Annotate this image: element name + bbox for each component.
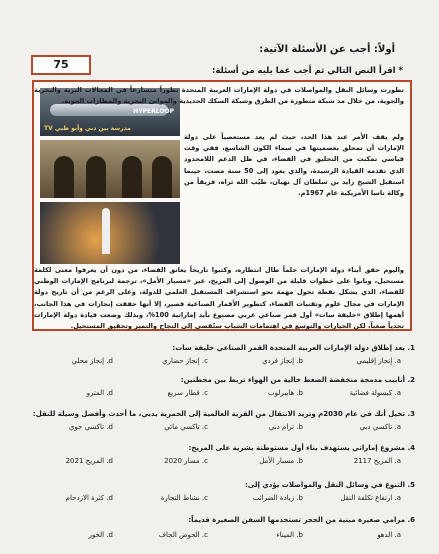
passage-paragraph-1: تطورت وسائل النقل والمواصلات في دولة الإمارات العربية المتحدة تطوراً متسارعاً في المجالات البرية والبحرية والجوية، من خلال مد شبكة متطورة من الطرق وشبكة السكك الحديدية والموانئ البحرية والمطارات الجوية. [34, 86, 404, 106]
option-c[interactable]: c. نشاط التجارة [160, 494, 208, 502]
passage-paragraph-3: واليوم حقق أبناء دولة الإمارات حلماً طال انتظاره، وكتبوا تاريخاً يعانق الفضاء، من دون أن يعرفوا معنى لكلمة مستحيل، وبانوا على خطوات قليلة من الوصول إلى المريخ، عبر «مسبار الأمل»، ترجمة لبرنامج الإمارات الوطني للفضاء، الذي يشكل نقطة تحول مهمة نحو استشراف المستقبل العلمي للدولة، وعلى الرغم من أن تاريخ دولة الإمارات في مجال علوم وتقنيات الفضاء، كتطوير الأقمار الصناعية قصير، إلا أنها حققت إنجازات في هذا الجانب، أهمها إطلاق «خليفة سات» أول قمر صناعي عربي مصنوع بأيد إماراتية 100%، وبذلك وضعت قيادة دولة الإمارات تحدياً صعباً، لكن الخيارات والتوسع في اهتمامات الشباب ستّقضي إلى النجاح والتميز وتحقيق المستحيل. [34, 266, 405, 331]
question-1: 1. يعد إطلاق دولة الإمارات العربية المتحدة القمر الصناعي خليفة سات: [172, 344, 415, 352]
option-d[interactable]: d. المترو [86, 389, 113, 397]
question-3-options [26, 423, 413, 435]
question-4: 4. مشروع إماراتي يستهدف بناء أول مستوطنة بشرية على المريخ: [188, 444, 415, 452]
question-2-options [26, 389, 413, 401]
option-b[interactable]: b. زيادة الضرائب [252, 494, 303, 502]
person-figure [86, 156, 106, 198]
option-c[interactable]: c. تاكسي مائي [164, 423, 208, 431]
option-b[interactable]: b. الميناء [276, 531, 303, 539]
option-c[interactable]: c. قطار سريع [167, 389, 208, 397]
option-b[interactable]: b. ترام دبي [268, 423, 303, 431]
option-b[interactable]: b. مسبار الأمل [259, 457, 303, 465]
option-b[interactable]: b. إنجاز فردي [262, 357, 303, 365]
historic-meeting-photo [40, 140, 180, 198]
rocket-launch-photo [40, 202, 180, 264]
option-a[interactable]: a. تاكسي دبي [359, 423, 401, 431]
option-d[interactable]: d. إنجاز محلي [71, 357, 113, 365]
tv-caption: مدرسة بين دبي وأبو ظبي TV [44, 125, 131, 132]
option-c[interactable]: c. مسار 2020 [164, 457, 208, 465]
rocket-shape [102, 208, 110, 254]
question-6: 6. مرامي صغيرة مبنية من الحجر تستخدمها السفن الصغيرة قديماً: [188, 516, 415, 524]
person-figure [122, 156, 142, 198]
option-c[interactable]: c. الحوض الجاف [158, 531, 208, 539]
page-number: 75 [31, 55, 91, 75]
option-a[interactable]: a. المريخ 2117 [353, 457, 401, 465]
option-a[interactable]: a. كبسولة فضائية [349, 389, 401, 397]
option-d[interactable]: d. الخور [88, 531, 113, 539]
passage-paragraph-2: ولم يقف الأمر عند هذا الحد، حيث لم يعد مستعصياً على دولة الإمارات أن تمحلق بعصميتها في سماء الكون الشاسع، ففي وقت قياسي تمكنت من التحليق في الفضاء، في ظل الدعم اللامحدود الذي تقدمه القيادة الرشيدة، والذي يعود إلى 50 سنة مضت، حينما استقبل الشيخ زايد بن سلطان آل نهيان، طيّب الله ثراه، فريقاً من وكالة ناسا الأمريكية عام 1967م. [184, 133, 404, 198]
question-5-options [26, 494, 413, 506]
section-title: أولاً: أجب عن الأسئلة الآتية: [259, 44, 395, 55]
person-figure [54, 156, 74, 198]
question-5: 5. التنوع في وسائل النقل والمواصلات يؤدي إلى: [245, 481, 415, 489]
question-2: 2. أنابيب مدمجة منخفضة الضغط خالية من الهواء تربط بين محطتين: [180, 376, 415, 384]
question-1-options [26, 357, 413, 369]
option-d[interactable]: d. تاكسي جوي [68, 423, 113, 431]
reading-passage [32, 80, 412, 331]
question-4-options [26, 457, 413, 469]
option-c[interactable]: c. إنجاز حضاري [162, 357, 208, 365]
instruction: * اقرأ النص التالي ثم أجب عما يليه من أسئلة: [211, 66, 403, 76]
hyperloop-label: HYPERLOOP [133, 108, 174, 115]
option-a[interactable]: a. الدهو [377, 531, 401, 539]
person-figure [152, 156, 172, 198]
option-a[interactable]: a. إنجاز إقليمي [356, 357, 401, 365]
option-d[interactable]: d. المريخ 2021 [65, 457, 113, 465]
question-3: 3. تخيل أنك في عام 2030م وتريد الانتقال من القرية العالمية إلى الحمرية بدبي، ما أحدث وأفضل وسيلة للنقل: [32, 410, 415, 418]
option-a[interactable]: a. ارتفاع تكلفة النقل [340, 494, 401, 502]
option-d[interactable]: d. كثرة الازدحام [65, 494, 113, 502]
option-b[interactable]: b. هايبرلوب [268, 389, 303, 397]
question-6-options [26, 531, 413, 543]
